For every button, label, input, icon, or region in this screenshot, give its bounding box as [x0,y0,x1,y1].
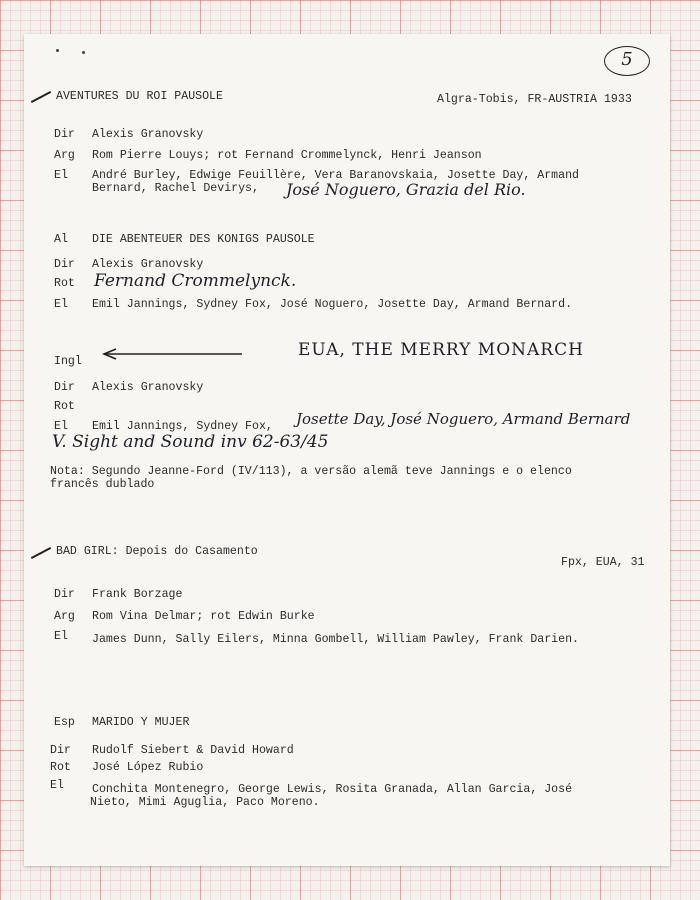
version-title: DIE ABENTEUER DES KONIGS PAUSOLE [92,233,315,246]
credit-label: Arg [54,149,75,162]
handwritten-note: V. Sight and Sound inv 62-63/45 [52,432,329,452]
credit-value: Rom Vina Delmar; rot Edwin Burke [92,610,315,623]
credit-label: El [50,779,64,792]
credit-value: Rom Pierre Louys; rot Fernand Crommelynck, Henri Jeanson [92,149,482,162]
credit-label: Rot [50,761,71,774]
credit-label: Arg [54,610,75,623]
note-text: Nota: Segundo Jeanne-Ford (IV/113), a versão alemã teve Jannings e o elenco [50,465,572,478]
credit-value: José López Rubio [92,761,204,774]
credit-label: Dir [50,744,71,757]
handwritten-note: José Noguero, Grazia del Rio. [286,180,526,199]
credit-label: Dir [54,381,75,394]
credit-label: El [54,298,68,311]
page-number-circle [604,46,650,76]
credit-value: Emil Jannings, Sydney Fox, José Noguero, Josette Day, Armand Bernard. [92,298,573,311]
page-number: 5 [621,49,633,70]
credit-label: El [54,630,68,643]
credit-value: Emil Jannings, Sydney Fox, [92,420,273,433]
version-label: Ingl [54,355,82,368]
credit-label: Rot [54,400,75,413]
version-label: Esp [54,716,75,729]
credit-label: El [54,169,68,182]
credit-label: Dir [54,128,75,141]
version-label: Al [54,233,68,246]
credit-value: Rudolf Siebert & David Howard [92,744,294,757]
credit-value: Alexis Granovsky [92,128,204,141]
credit-label: Dir [54,258,75,271]
credit-value: Nieto, Mimi Aguglia, Paco Moreno. [90,796,320,809]
credit-value: James Dunn, Sally Eilers, Minna Gombell, William Pawley, Frank Darien. [92,633,580,646]
version-title: MARIDO Y MUJER [92,716,190,729]
note-text: francês dublado [50,478,155,491]
handwritten-title: EUA, THE MERRY MONARCH [298,340,584,360]
entry-origin: Algra-Tobis, FR-AUSTRIA 1933 [437,93,632,106]
credit-label: Rot [54,277,75,290]
credit-value: Bernard, Rachel Devirys, [92,182,259,195]
credit-label: El [54,420,68,433]
entry-title: BAD GIRL: Depois do Casamento [56,545,258,558]
credit-label: Dir [54,588,75,601]
punch-mark [56,49,59,52]
arrow-left-icon [100,347,250,361]
credit-value: Alexis Granovsky [92,258,204,271]
credit-value: André Burley, Edwige Feuillère, Vera Baranovskaia, Josette Day, Armand [92,169,580,182]
credit-value: Conchita Montenegro, George Lewis, Rosita Granada, Allan Garcia, José [92,783,573,796]
punch-mark [82,51,85,54]
entry-origin: Fpx, EUA, 31 [561,556,645,569]
entry-title: AVENTURES DU ROI PAUSOLE [56,90,223,103]
credit-value: Frank Borzage [92,588,183,601]
handwritten-note: Fernand Crommelynck. [94,271,297,291]
handwritten-note: Josette Day, José Noguero, Armand Bernard [296,410,631,428]
credit-value: Alexis Granovsky [92,381,204,394]
